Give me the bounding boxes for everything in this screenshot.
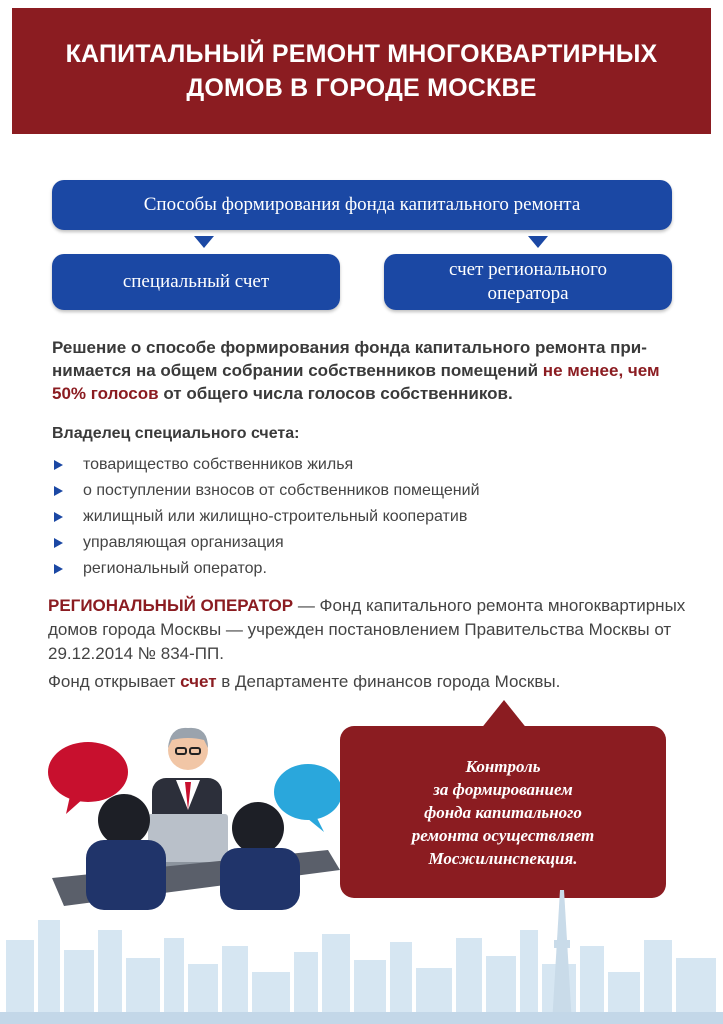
list-item: региональный оператор.	[52, 556, 672, 582]
fund-methods-box: Способы формирования фонда капитального ремонта	[52, 180, 672, 230]
fund-account-paragraph	[48, 670, 688, 694]
decision-text-after: от общего числа голосов собственников.	[158, 384, 513, 403]
speech-bubble-blue-icon	[274, 764, 340, 832]
control-line5: Мосжилинспекция.	[428, 848, 578, 868]
regional-operator-account-box	[384, 254, 672, 310]
header-title-line2: ДОМОВ В ГОРОДЕ МОСКВЕ	[186, 74, 537, 102]
decision-paragraph	[52, 336, 682, 405]
arrow-down-left-icon	[194, 236, 214, 248]
decision-highlight: не менее, чем 50% голосов	[52, 361, 660, 403]
regional-operator-label: РЕГИОНАЛЬНЫЙ ОПЕРАТОР	[48, 596, 294, 615]
list-item: товарищество собственников жилья	[52, 452, 672, 478]
fund-text-before: Фонд открывает	[48, 672, 181, 691]
city-skyline-illustration	[0, 880, 723, 1024]
regional-operator-text: — Фонд капитального ремонта многоквартирных домов города Москвы — учрежден постановлением Правительства Москвы от 29.12.2014 № 834-ПП.	[48, 596, 686, 663]
regional-operator-account-line2: оператора	[487, 283, 569, 304]
regional-operator-paragraph	[48, 594, 688, 666]
fund-highlight: счет	[180, 672, 217, 691]
owner-list-title: Владелец специального счета:	[52, 425, 300, 442]
control-line3: фонда капитального	[424, 802, 582, 822]
control-line2: за формированием	[433, 779, 573, 799]
list-item: управляющая организация	[52, 530, 672, 556]
list-item: жилищный или жилищно-строительный кооператив	[52, 504, 672, 530]
control-line1: Контроль	[465, 756, 541, 776]
owner-list	[52, 452, 672, 582]
regional-operator-account-line1: счет регионального	[449, 259, 607, 280]
arrow-down-right-icon	[528, 236, 548, 248]
tv-tower-icon	[552, 890, 572, 1024]
special-account-box: специальный счет	[52, 254, 340, 310]
bullet-arrow-icon	[54, 512, 63, 522]
bullet-arrow-icon	[54, 538, 63, 548]
decision-text-before: Решение о способе формирования фонда капитального ремонта при-нимается на общем собрании собственников помещений	[52, 338, 647, 380]
fund-text-after: в Департаменте финансов города Москвы.	[216, 672, 561, 691]
control-line4: ремонта осуществляет	[411, 825, 595, 845]
page-header	[12, 8, 711, 134]
bullet-arrow-icon	[54, 486, 63, 496]
bullet-arrow-icon	[54, 460, 63, 470]
list-item: о поступлении взносов от собственников помещений	[52, 478, 672, 504]
bullet-arrow-icon	[54, 564, 63, 574]
header-title-line1: КАПИТАЛЬНЫЙ РЕМОНТ МНОГОКВАРТИРНЫХ	[65, 40, 658, 68]
control-callout-box	[340, 726, 666, 898]
